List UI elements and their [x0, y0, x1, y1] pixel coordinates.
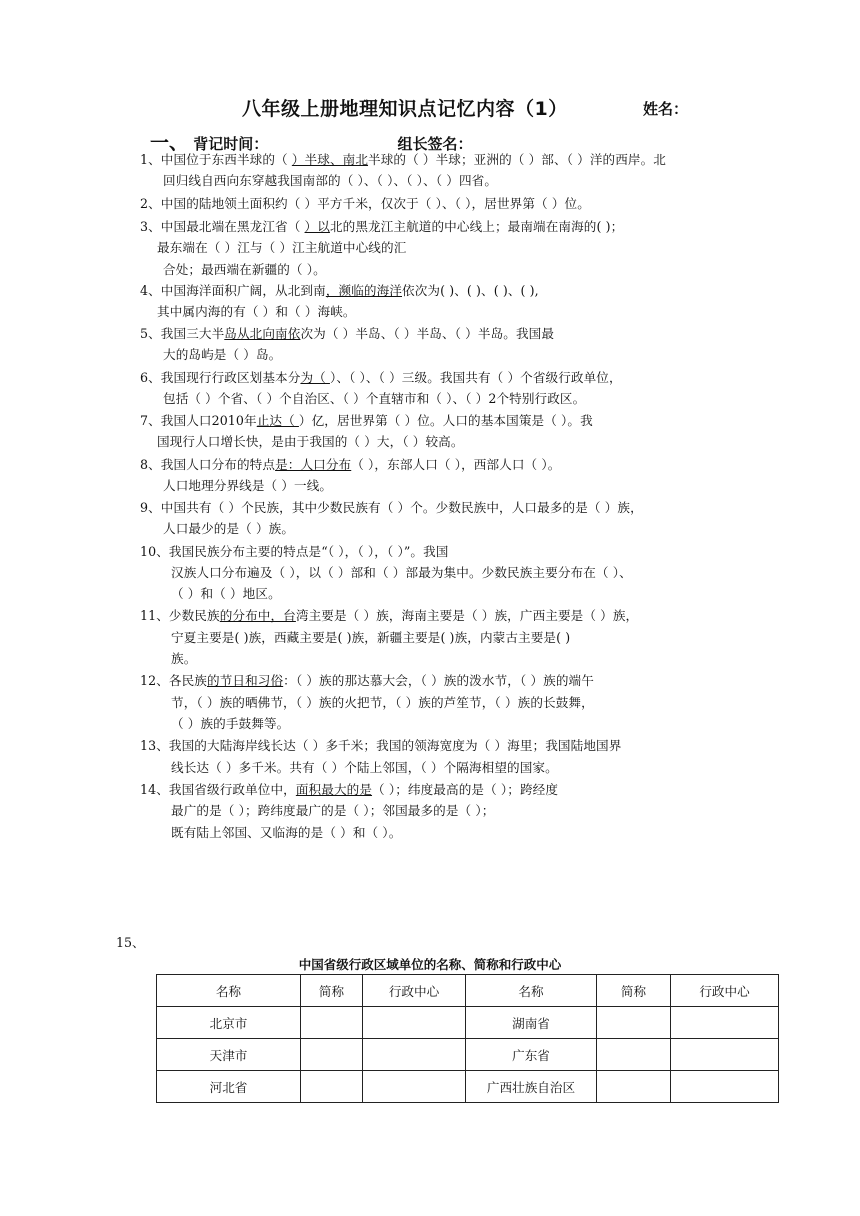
- province-name: 河北省: [157, 1071, 301, 1103]
- question-11-line-1: 11、少数民族的分布中，台湾主要是（ ）族，海南主要是（ ）族，广西主要是（ ）族，: [140, 608, 639, 623]
- table-row: [157, 1007, 779, 1039]
- capital-cell: [363, 1007, 466, 1039]
- question-12-line-1: 12、各民族的节日和习俗：（ ）族的那达慕大会，（ ）族的泼水节，（ ）族的端午: [140, 673, 594, 688]
- question-3-line-3: 合处；最西端在新疆的（ ）。: [163, 262, 326, 277]
- capital-cell: [363, 1071, 466, 1103]
- question-11-line-2: 宁夏主要是( )族，西藏主要是( )族，新疆主要是( )族，内蒙古主要是( ): [171, 630, 571, 645]
- question-14-line-3: 既有陆上邻国、又临海的是（ ）和（ ）。: [171, 825, 402, 840]
- capital-cell: [363, 1039, 466, 1071]
- question-5-line-2: 大的岛屿是（ ）岛。: [163, 347, 282, 362]
- capital-cell: [671, 1039, 779, 1071]
- capital-cell: [671, 1007, 779, 1039]
- question-1-line-1: 1、中国位于东西半球的（ ）半球、南北半球的（ ）半球；亚洲的（ ）部、（ ）洋的西岸。北: [140, 152, 666, 167]
- header-name: 名称: [157, 975, 301, 1007]
- question-8-line-1: 8、我国人口分布的特点是：人口分布（ ），东部人口（ ），西部人口（ ）。: [140, 457, 561, 472]
- table-header-row: [157, 975, 779, 1007]
- question-3-line-2: 最东端在（ ）江与（ ）江主航道中心线的汇: [157, 240, 407, 255]
- abbr-cell: [597, 1071, 671, 1103]
- question-8-line-2: 人口地理分界线是（ ）一线。: [163, 478, 333, 493]
- province-name: 北京市: [157, 1007, 301, 1039]
- province-name: 天津市: [157, 1039, 301, 1071]
- abbr-cell: [597, 1007, 671, 1039]
- question-2: 2、中国的陆地领土面积约（ ）平方千米，仅次于（ ）、（ ），居世界第（ ）位。: [140, 196, 590, 211]
- province-name: 广东省: [466, 1039, 597, 1071]
- abbr-cell: [301, 1071, 363, 1103]
- question-6-line-2: 包括（ ）个省、（ ）个自治区、（ ）个直辖市和（ ）、（ ）2个特别行政区。: [163, 391, 586, 406]
- province-name: 广西壮族自治区: [466, 1071, 597, 1103]
- question-10-line-3: （ ）和（ ）地区。: [171, 586, 281, 601]
- question-1-line-2: 回归线自西向东穿越我国南部的（ ）、（ ）、（ ）、（ ）四省。: [163, 173, 498, 188]
- province-name: 湖南省: [466, 1007, 597, 1039]
- name-label: 姓名：: [643, 100, 689, 118]
- question-5-line-1: 5、我国三大半岛从北向南依次为（ ）半岛、（ ）半岛、（ ）半岛。我国最: [140, 326, 555, 341]
- question-9-line-1: 9、中国共有（ ）个民族，其中少数民族有（ ）个。少数民族中，人口最多的是（ ）族，: [140, 500, 643, 515]
- question-14-line-2: 最广的是（ ）；跨纬度最广的是（ ）；邻国最多的是（ ）；: [171, 803, 495, 818]
- header-abbr: 简称: [301, 975, 363, 1007]
- question-14-line-1: 14、我国省级行政单位中，面积最大的是（ ）；纬度最高的是（ ）；跨经度: [140, 782, 559, 797]
- capital-cell: [671, 1071, 779, 1103]
- question-4-line-1: 4、中国海洋面积广阔，从北到南，濒临的海洋依次为( )、( )、( )、( ),: [140, 283, 539, 298]
- question-10-line-1: 10、我国民族分布主要的特点是“（ ），（ ），（ ）”。我国: [140, 544, 449, 559]
- table-caption: 中国省级行政区域单位的名称、简称和行政中心: [298, 957, 562, 972]
- header-name: 名称: [466, 975, 597, 1007]
- header-capital: 行政中心: [671, 975, 779, 1007]
- question-11-line-3: 族。: [171, 651, 197, 666]
- question-4-line-2: 其中属内海的有（ ）和（ ）海峡。: [157, 304, 356, 319]
- province-table: [156, 974, 779, 1103]
- question-3-line-1: 3、中国最北端在黑龙江省（ ）以北的黑龙江主航道的中心线上；最南端在南海的( )；: [140, 219, 624, 234]
- memorize-time-label: 背记时间：: [193, 135, 269, 153]
- question-10-line-2: 汉族人口分布遍及（ ），以（ ）部和（ ）部最为集中。少数民族主要分布在（ ）、: [171, 565, 632, 580]
- question-13-line-2: 线长达（ ）多千米。共有（ ）个陆上邻国，（ ）个隔海相望的国家。: [171, 760, 558, 775]
- header-capital: 行政中心: [363, 975, 466, 1007]
- abbr-cell: [301, 1039, 363, 1071]
- question-12-line-2: 节，（ ）族的晒佛节，（ ）族的火把节，（ ）族的芦笙节，（ ）族的长鼓舞，: [171, 695, 594, 710]
- abbr-cell: [301, 1007, 363, 1039]
- question-12-line-3: （ ）族的手鼓舞等。: [171, 716, 290, 731]
- header-abbr: 简称: [597, 975, 671, 1007]
- table-row: [157, 1039, 779, 1071]
- leader-sign-label: 组长签名：: [397, 135, 473, 153]
- page-title: 八年级上册地理知识点记忆内容（1）: [242, 98, 568, 120]
- question-6-line-1: 6、我国现行行政区划基本分为（ ）、（ ）、（ ）三级。我国共有（ ）个省级行政单位，: [140, 370, 622, 385]
- question-13-line-1: 13、我国的大陆海岸线长达（ ）多千米；我国的领海宽度为（ ）海里；我国陆地国界: [140, 738, 622, 753]
- abbr-cell: [597, 1039, 671, 1071]
- section-number: 一、: [150, 132, 189, 154]
- question-7-line-1: 7、我国人口2010年止达（ ）亿，居世界第（ ）位。人口的基本国策是（ ）。我: [140, 413, 593, 428]
- question-9-line-2: 人口最少的是（ ）族。: [163, 521, 295, 536]
- question-7-line-2: 国现行人口增长快，是由于我国的（ ）大，（ ）较高。: [157, 434, 464, 449]
- question-15-label: 15、: [116, 935, 145, 950]
- table-row: [157, 1071, 779, 1103]
